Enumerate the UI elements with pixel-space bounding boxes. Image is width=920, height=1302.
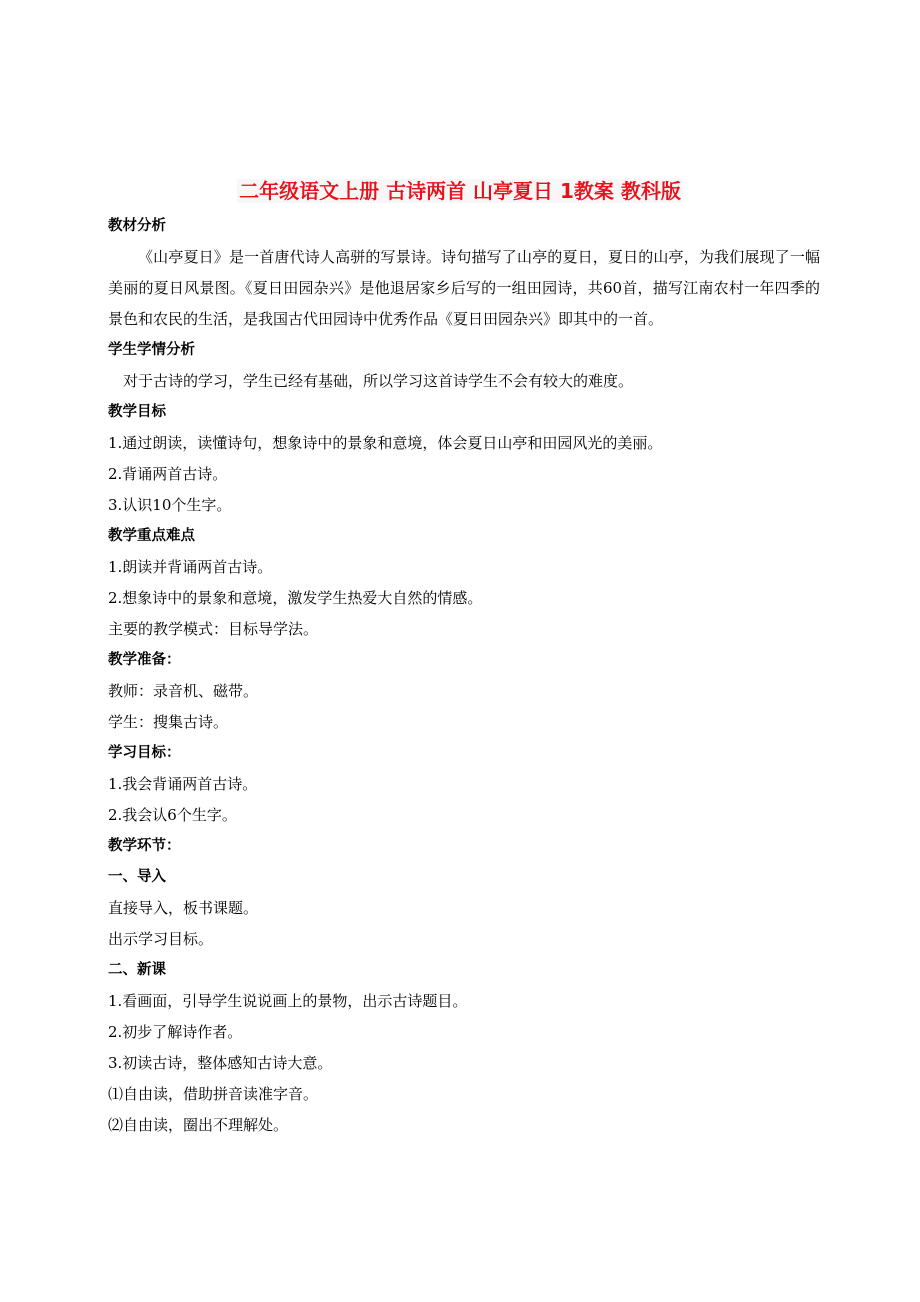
list-item: ⑴自由读，借助拼音读准字音。 <box>108 1085 319 1103</box>
text-line: 主要的教学模式：目标导学法。 <box>108 620 319 638</box>
heading-introduction: 一、导入 <box>108 869 166 885</box>
heading-textbook-analysis: 教材分析 <box>108 218 166 234</box>
text-line: 出示学习目标。 <box>108 930 214 948</box>
heading-learning-goals: 学习目标： <box>108 745 181 761</box>
heading-teaching-goals: 教学目标 <box>108 404 166 420</box>
paragraph-textbook-analysis: 《山亭夏日》是一首唐代诗人高骈的写景诗。诗句描写了山亭的夏日，夏日的山亭，为我们展现了一幅美丽的夏日风景图。《夏日田园杂兴》是他退居家乡后写的一组田园诗，共60首，描写江南农村一年四季的景色和农民的生活，是我国古代田园诗中优秀作品《夏日田园杂兴》即其中的一首。 <box>108 248 820 328</box>
list-item: 1.看画面，引导学生说说画上的景物，出示古诗题目。 <box>108 992 468 1010</box>
list-item: 3.初读古诗，整体感知古诗大意。 <box>108 1054 333 1072</box>
text-line: 教师：录音机、磁带。 <box>108 682 259 700</box>
paragraph-student-analysis: 对于古诗的学习，学生已经有基础，所以学习这首诗学生不会有较大的难度。 <box>123 372 634 390</box>
list-item: 1.通过朗读，读懂诗句，想象诗中的景象和意境，体会夏日山亭和田园风光的美丽。 <box>108 434 663 452</box>
document-body <box>108 211 820 1141</box>
heading-new-lesson: 二、新课 <box>108 962 166 978</box>
heading-key-points: 教学重点难点 <box>108 528 195 544</box>
heading-preparation: 教学准备： <box>108 652 181 668</box>
document-title <box>0 176 920 206</box>
heading-teaching-steps: 教学环节： <box>108 838 181 854</box>
list-item: 3.认识10个生字。 <box>108 496 232 514</box>
document-title-text: 二年级语文上册 古诗两首 山亭夏日 1教案 教科版 <box>239 179 681 203</box>
text-line: 学生：搜集古诗。 <box>108 713 229 731</box>
text-line: 直接导入，板书课题。 <box>108 899 259 917</box>
list-item: 1.我会背诵两首古诗。 <box>108 775 258 793</box>
list-item: 2.想象诗中的景象和意境，激发学生热爱大自然的情感。 <box>108 589 483 607</box>
list-item: ⑵自由读，圈出不理解处。 <box>108 1116 289 1134</box>
list-item: 2.我会认6个生字。 <box>108 806 237 824</box>
list-item: 1.朗读并背诵两首古诗。 <box>108 558 273 576</box>
heading-student-analysis: 学生学情分析 <box>108 342 195 358</box>
list-item: 2.初步了解诗作者。 <box>108 1023 243 1041</box>
list-item: 2.背诵两首古诗。 <box>108 465 228 483</box>
